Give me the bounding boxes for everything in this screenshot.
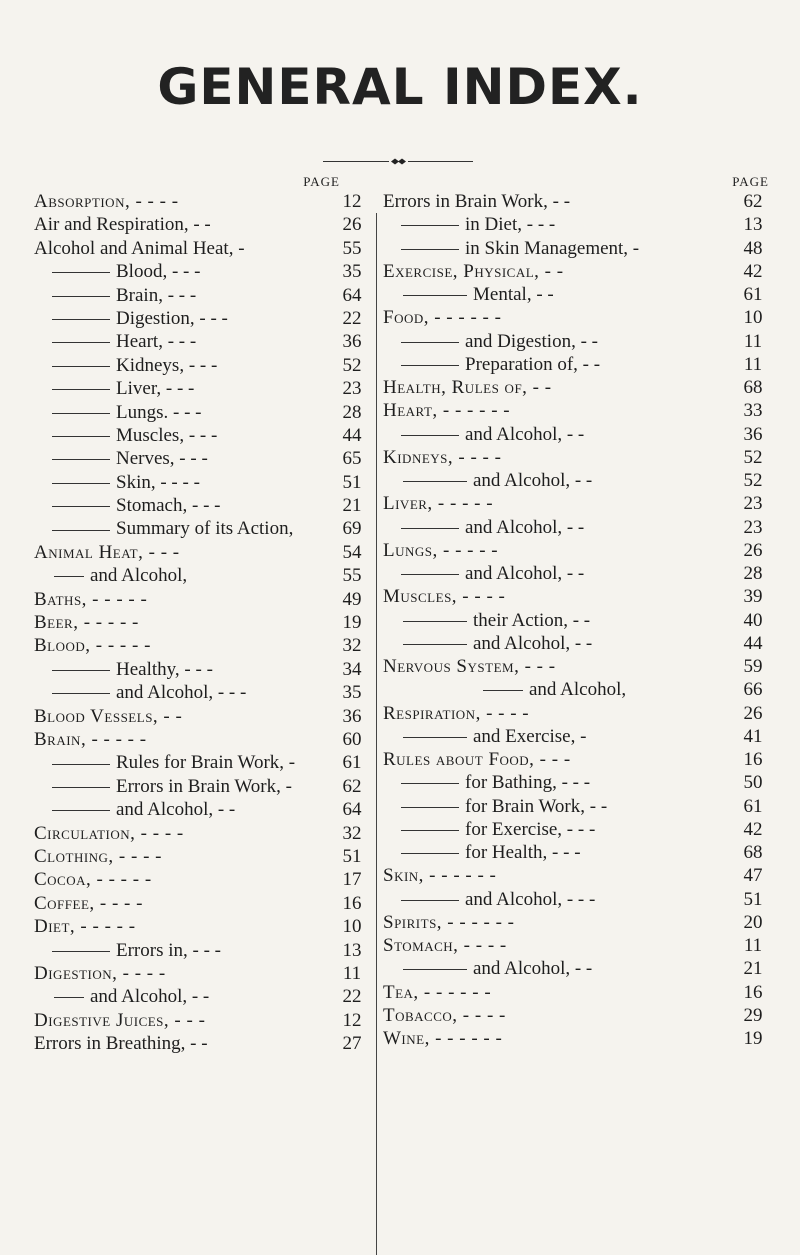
index-entry [383, 539, 773, 562]
ornamental-rule [323, 157, 473, 166]
ditto-dash [401, 830, 459, 831]
index-entry-label: Kidneys, - - - - [383, 446, 502, 468]
page-number: 20 [743, 911, 763, 933]
index-entry [34, 845, 374, 868]
index-entry [34, 354, 374, 377]
index-entry-label: Circulation, - - - - [34, 822, 184, 844]
page-number: 61 [342, 752, 362, 774]
page-number: 44 [743, 632, 763, 654]
page-number: 26 [342, 214, 362, 236]
ditto-dash [401, 853, 459, 854]
index-entry-label: Liver, - - - [116, 378, 195, 400]
index-entry-label: Muscles, - - - [116, 424, 218, 446]
ditto-dash [403, 969, 467, 970]
index-entry-label: for Exercise, - - - [465, 818, 596, 840]
ditto-dash [54, 576, 84, 577]
page-number: 52 [342, 354, 362, 376]
index-entry-label: Rules about Food, - - - [383, 749, 571, 770]
ditto-dash [401, 783, 459, 784]
page-number: 28 [342, 401, 362, 423]
index-entry-label: Tobacco, - - - - [383, 1004, 506, 1026]
index-entry-label: for Bathing, - - - [465, 772, 591, 794]
page-number: 69 [342, 518, 362, 540]
index-entry-label: Nerves, - - - [116, 448, 208, 470]
page-number: 17 [342, 869, 362, 891]
index-entry [383, 492, 773, 515]
page-number: 51 [342, 471, 362, 493]
ditto-dash [52, 787, 110, 788]
page-number: 40 [743, 609, 763, 631]
page-number: 51 [743, 888, 763, 910]
index-entry [34, 1009, 374, 1032]
page-number: 10 [743, 307, 763, 329]
index-entry [383, 1004, 773, 1027]
page-number: 66 [743, 679, 763, 701]
index-entry-label: Animal Heat, - - - [34, 541, 180, 563]
page-number: 60 [342, 728, 362, 750]
index-entry-label: Absorption, - - - - [34, 191, 179, 212]
ditto-dash [401, 900, 459, 901]
index-entry-label: Wine, - - - - - - [383, 1028, 503, 1049]
index-entry-label: Errors in, - - - [116, 939, 221, 961]
index-entry [383, 841, 773, 864]
index-entry [383, 562, 773, 585]
page-number: 11 [743, 935, 763, 956]
index-entry-label: Healthy, - - - [116, 658, 213, 680]
index-entry-label: Errors in Breathing, - - [34, 1033, 208, 1055]
page-number: 19 [743, 1028, 763, 1049]
index-entry [34, 798, 374, 821]
index-entry [34, 588, 374, 611]
index-entry-label: Health, Rules of, - - [383, 377, 552, 398]
index-entry-label: Digestive Juices, - - - [34, 1009, 206, 1031]
index-entry [383, 771, 773, 794]
page-number: 35 [342, 261, 362, 283]
index-entry-label: Blood Vessels, - - [34, 705, 183, 727]
ditto-dash [52, 272, 110, 273]
page-number: 27 [342, 1033, 362, 1055]
index-entry [34, 705, 374, 728]
index-entry [34, 939, 374, 962]
ditto-dash [401, 342, 459, 343]
page-number: 34 [342, 658, 362, 680]
ditto-dash [403, 644, 467, 645]
page-number: 32 [342, 635, 362, 657]
index-entry-label: Coffee, - - - - [34, 892, 143, 914]
page-number: 29 [743, 1004, 763, 1026]
page-number: 49 [342, 588, 362, 610]
index-entry [34, 401, 374, 424]
ditto-dash [52, 506, 110, 507]
index-entry-label: Stomach, - - - [116, 495, 221, 517]
index-entry [383, 655, 773, 678]
page-number: 44 [342, 424, 362, 446]
index-entry-label: for Brain Work, - - [465, 795, 608, 817]
page-number: 36 [342, 331, 362, 353]
index-entry-label: Digestion, - - - - [34, 962, 166, 984]
index-entry-label: and Alcohol, - - [465, 563, 585, 584]
ditto-dash [401, 574, 459, 575]
page-number: 16 [342, 892, 362, 914]
ditto-dash [403, 481, 467, 482]
index-entry [34, 775, 374, 798]
ditto-dash [403, 295, 467, 296]
ditto-dash [52, 366, 110, 367]
page-number: 68 [743, 377, 763, 398]
page-number: 64 [342, 284, 362, 306]
index-entry [34, 237, 374, 260]
index-entry-label: Diet, - - - - - [34, 916, 136, 938]
index-entry-label: Nervous System, - - - [383, 656, 556, 677]
ditto-dash [52, 413, 110, 414]
index-entry-label: and Alcohol, - - [473, 632, 593, 654]
index-entry-label: Lungs, - - - - - [383, 539, 499, 561]
index-entry-label: Spirits, - - - - - - [383, 911, 515, 933]
index-entry-label: Lungs. - - - [116, 401, 202, 423]
page-number: 22 [342, 986, 362, 1008]
index-entry [383, 353, 773, 376]
page-number: 23 [743, 516, 763, 538]
index-entry-label: in Skin Management, - [465, 237, 640, 259]
ditto-dash [401, 807, 459, 808]
index-entry [34, 892, 374, 915]
index-entry-label: Stomach, - - - - [383, 935, 507, 956]
index-entry-label: and Alcohol, [529, 679, 627, 701]
index-entry-label: Summary of its Action, [116, 518, 294, 540]
page-number: 42 [743, 260, 763, 282]
page-number: 36 [743, 423, 763, 445]
page-number: 16 [743, 981, 763, 1003]
index-entry [34, 681, 374, 704]
page-number: 39 [743, 586, 763, 608]
index-entry [34, 822, 374, 845]
index-entry-label: and Alcohol, - - [473, 958, 593, 980]
page-number: 32 [342, 822, 362, 844]
index-entry [34, 447, 374, 470]
index-entry [383, 306, 773, 329]
page-number: 26 [743, 539, 763, 561]
ditto-dash [52, 483, 110, 484]
ditto-dash [52, 951, 110, 952]
index-entry [383, 585, 773, 608]
index-entry-label: and Alcohol, - - [465, 423, 585, 445]
index-entry [383, 446, 773, 469]
page-number: 55 [342, 565, 362, 587]
index-entry-label: Rules for Brain Work, - [116, 752, 296, 774]
index-entry [383, 957, 773, 980]
page-number: 33 [743, 400, 763, 422]
ditto-dash [401, 249, 459, 250]
page-number: 26 [743, 702, 763, 724]
index-entry [383, 795, 773, 818]
index-entry [383, 678, 773, 701]
index-entry [34, 868, 374, 891]
page-number: 10 [342, 916, 362, 938]
page-number: 59 [743, 656, 763, 677]
index-entry [383, 469, 773, 492]
index-entry [383, 283, 773, 306]
index-column-left [34, 174, 374, 1055]
index-entry [383, 399, 773, 422]
index-entry [34, 634, 374, 657]
index-entry [34, 190, 374, 213]
page-number: 21 [743, 958, 763, 980]
index-entry-label: and Alcohol, - - [116, 799, 236, 821]
index-entry-label: Skin, - - - - - - [383, 865, 497, 887]
index-entry-label: and Digestion, - - [465, 330, 598, 352]
index-entry-label: Digestion, - - - [116, 307, 228, 329]
index-entry-label: and Alcohol, - - [465, 516, 585, 538]
page-number: 52 [743, 470, 763, 491]
ditto-dash [483, 690, 523, 691]
page-number: 62 [743, 191, 763, 212]
index-entry-label: Brain, - - - [116, 284, 197, 306]
page-number: 12 [342, 1009, 362, 1031]
page-title: GENERAL INDEX. [157, 58, 643, 116]
index-entry [34, 307, 374, 330]
index-entry-label: Errors in Brain Work, - [116, 775, 292, 797]
index-entry-label: Heart, - - - [116, 331, 197, 353]
page-number: 61 [743, 284, 763, 305]
index-entry-label: Respiration, - - - - [383, 702, 530, 724]
page-number: 42 [743, 818, 763, 840]
page-number: 13 [743, 214, 763, 236]
page-number: 65 [342, 448, 362, 470]
index-entry [34, 424, 374, 447]
index-entry [34, 985, 374, 1008]
column-divider [376, 213, 377, 1255]
index-entry [34, 915, 374, 938]
index-entry-label: in Diet, - - - [465, 214, 556, 236]
page-number: 21 [342, 495, 362, 517]
index-entry [34, 962, 374, 985]
index-entry [383, 190, 773, 213]
index-entry [34, 1032, 374, 1055]
index-entry-label: and Alcohol, - - [90, 986, 210, 1008]
index-entry-label: their Action, - - [473, 609, 591, 631]
page-number: 48 [743, 237, 763, 259]
index-entry [383, 330, 773, 353]
ditto-dash [52, 670, 110, 671]
index-entry [383, 981, 773, 1004]
index-entry [383, 864, 773, 887]
index-entry [34, 494, 374, 517]
page-number: 50 [743, 772, 763, 794]
index-entry [34, 611, 374, 634]
ditto-dash [54, 997, 84, 998]
ditto-dash [52, 459, 110, 460]
index-entry [34, 284, 374, 307]
index-entry-label: Blood, - - - - - [34, 635, 151, 657]
index-entry [383, 725, 773, 748]
page-number: 19 [342, 612, 362, 634]
page-number: 36 [342, 705, 362, 727]
index-entry-label: Clothing, - - - - [34, 845, 162, 867]
index-entry [383, 376, 773, 399]
index-entry [383, 888, 773, 911]
index-entry-label: Errors in Brain Work, - - [383, 191, 571, 212]
page-number: 23 [743, 493, 763, 515]
index-entry-label: Skin, - - - - [116, 471, 200, 493]
page-number: 16 [743, 749, 763, 770]
page-number: 52 [743, 446, 763, 468]
ditto-dash [52, 436, 110, 437]
page-number: 35 [342, 682, 362, 704]
ditto-dash [401, 435, 459, 436]
ditto-dash [52, 693, 110, 694]
page-number: 11 [743, 330, 763, 352]
index-entry-label: Cocoa, - - - - - [34, 869, 152, 891]
index-entry-label: and Exercise, - [473, 725, 587, 747]
index-entry-label: for Health, - - - [465, 842, 581, 863]
ditto-dash [52, 530, 110, 531]
index-column-right [383, 174, 773, 1050]
ditto-dash [52, 342, 110, 343]
index-entry [34, 751, 374, 774]
index-entry [383, 1027, 773, 1050]
ditto-dash [403, 621, 467, 622]
ditto-dash [403, 737, 467, 738]
index-entry [34, 728, 374, 751]
index-entry-label: Baths, - - - - - [34, 588, 148, 610]
page-number: 54 [342, 541, 362, 563]
page-number: 28 [743, 563, 763, 584]
index-entry [34, 564, 374, 587]
page-number: 41 [743, 725, 763, 747]
page-number: 11 [342, 962, 362, 984]
index-entry-label: Air and Respiration, - - [34, 214, 211, 236]
page-number: 12 [342, 191, 362, 212]
index-entry [383, 609, 773, 632]
page-number: 22 [342, 307, 362, 329]
index-entry [34, 517, 374, 540]
index-entry [383, 911, 773, 934]
page-column-heading: PAGE [303, 174, 340, 189]
ditto-dash [401, 365, 459, 366]
index-entry-label: Tea, - - - - - - [383, 981, 492, 1003]
ditto-dash [52, 319, 110, 320]
page-number: 51 [342, 845, 362, 867]
index-entry-label: Kidneys, - - - [116, 354, 218, 376]
index-entry [383, 818, 773, 841]
index-entry-label: and Alcohol, - - [473, 470, 593, 491]
page-number: 64 [342, 799, 362, 821]
index-entry-label: Brain, - - - - - [34, 728, 147, 750]
index-entry [34, 541, 374, 564]
index-entry-label: Blood, - - - [116, 261, 201, 283]
index-entry-label: Heart, - - - - - - [383, 400, 511, 422]
index-entry [34, 658, 374, 681]
page-number: 68 [743, 842, 763, 863]
ditto-dash [52, 764, 110, 765]
index-entry-label: Liver, - - - - - [383, 493, 494, 515]
page-number: 13 [342, 939, 362, 961]
ditto-dash [52, 810, 110, 811]
page-number: 47 [743, 865, 763, 887]
ditto-dash [401, 528, 459, 529]
index-entry [383, 516, 773, 539]
index-entry [383, 702, 773, 725]
index-entry [34, 260, 374, 283]
index-entry-label: Preparation of, - - [465, 353, 601, 375]
index-entry-label: Beer, - - - - - [34, 612, 139, 634]
index-entry-label: Mental, - - [473, 284, 554, 305]
index-entry-label: and Alcohol, - - - [465, 888, 596, 910]
page-number: 62 [342, 775, 362, 797]
index-entry [34, 213, 374, 236]
index-entry-label: Muscles, - - - - [383, 586, 506, 608]
index-entry-label: Alcohol and Animal Heat, - [34, 237, 245, 259]
index-entry [383, 237, 773, 260]
index-entry [383, 423, 773, 446]
index-entry [383, 260, 773, 283]
index-entry [383, 934, 773, 957]
index-entry [34, 330, 374, 353]
page-number: 11 [743, 353, 763, 375]
ditto-dash [401, 225, 459, 226]
index-entry [383, 748, 773, 771]
index-entry-label: and Alcohol, - - - [116, 682, 247, 704]
page-number: 23 [342, 378, 362, 400]
index-entry-label: Exercise, Physical, - - [383, 260, 564, 282]
page-column-heading: PAGE [732, 174, 769, 189]
index-entry-label: Food, - - - - - - [383, 307, 502, 329]
index-entry [34, 377, 374, 400]
ditto-dash [52, 389, 110, 390]
index-entry [34, 471, 374, 494]
index-entry [383, 213, 773, 236]
page-number: 61 [743, 795, 763, 817]
ditto-dash [52, 296, 110, 297]
index-entry-label: and Alcohol, [90, 565, 188, 587]
index-entry [383, 632, 773, 655]
page-number: 55 [342, 237, 362, 259]
